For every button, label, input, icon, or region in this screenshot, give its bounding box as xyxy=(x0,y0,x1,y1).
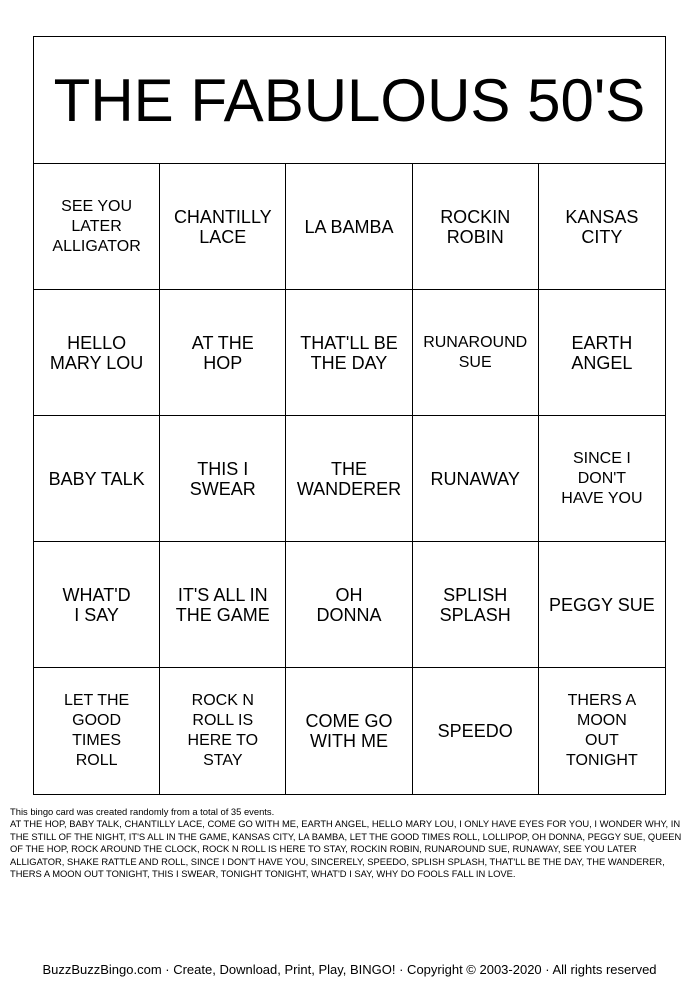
bingo-cell: COME GO WITH ME xyxy=(286,668,412,794)
bingo-cell: WHAT'D I SAY xyxy=(34,542,160,668)
bingo-cell: THAT'LL BE THE DAY xyxy=(286,290,412,416)
bingo-cell: THIS I SWEAR xyxy=(160,416,286,542)
bingo-cell: LET THE GOOD TIMES ROLL xyxy=(34,668,160,794)
bingo-cell: THERS A MOON OUT TONIGHT xyxy=(566,692,638,769)
bingo-cell: LA BAMBA xyxy=(286,164,412,290)
bingo-cell: HELLO MARY LOU xyxy=(34,290,160,416)
bingo-cell: ROCKIN ROBIN xyxy=(413,164,539,290)
bingo-cell: RUNAROUND SUE xyxy=(413,290,539,416)
bingo-card xyxy=(33,36,666,795)
bingo-cell: CHANTILLY LACE xyxy=(160,164,286,290)
card-title: THE FABULOUS 50'S xyxy=(34,37,665,164)
bingo-cell: RUNAWAY xyxy=(413,416,539,542)
card-note: This bingo card was created randomly from a total of 35 events. xyxy=(10,806,275,817)
bingo-cell: OH DONNA xyxy=(286,542,412,668)
bingo-cell: PEGGY SUE xyxy=(539,542,665,668)
bingo-cell: SINCE I DON'T HAVE YOU xyxy=(539,416,665,542)
bingo-cell: AT THE HOP xyxy=(160,290,286,416)
event-list: AT THE HOP, BABY TALK, CHANTILLY LACE, COME GO WITH ME, EARTH ANGEL, HELLO MARY LOU, I ONLY HAVE EYES FOR YOU, I WONDER WHY, IN THE STILL OF THE NIGHT, IT'S ALL IN THE GAME, KANSAS CITY, LA BAMBA, LET THE GOOD TIMES ROLL, LOLLIPOP, OH DONNA, PEGGY SUE, QUEEN OF THE HOP, ROCK AROUND THE CLOCK, ROCK N ROLL IS HERE TO STAY, ROCKIN ROBIN, RUNAROUND SUE, RUNAWAY, SEE YOU LATER ALLIGATOR, SHAKE RATTLE AND ROLL, SINCE I DON'T HAVE YOU, SINCERELY, SPEEDO, SPLISH SPLASH, THAT'LL BE THE DAY, THE WANDERER, THERS A MOON OUT TONIGHT, THIS I SWEAR, TONIGHT TONIGHT, WHAT'D I SAY, WHY DO FOOLS FALL IN LOVE. xyxy=(10,818,682,879)
bingo-cell: SEE YOU LATER ALLIGATOR xyxy=(34,164,160,290)
bingo-cell: SPLISH SPLASH xyxy=(413,542,539,668)
bingo-cell: BABY TALK xyxy=(34,416,160,542)
bingo-cell: ROCK N ROLL IS HERE TO STAY xyxy=(160,668,286,794)
bingo-cell: IT'S ALL IN THE GAME xyxy=(160,542,286,668)
bingo-cell: THE WANDERER xyxy=(286,416,412,542)
bingo-cell: EARTH ANGEL xyxy=(539,290,665,416)
bingo-grid xyxy=(34,164,665,794)
bingo-cell: KANSAS CITY xyxy=(539,164,665,290)
site-footer: BuzzBuzzBingo.com · Create, Download, Print, Play, BINGO! · Copyright © 2003-2020 · All rights reserved xyxy=(42,962,657,977)
bingo-cell: SPEEDO xyxy=(413,668,539,794)
